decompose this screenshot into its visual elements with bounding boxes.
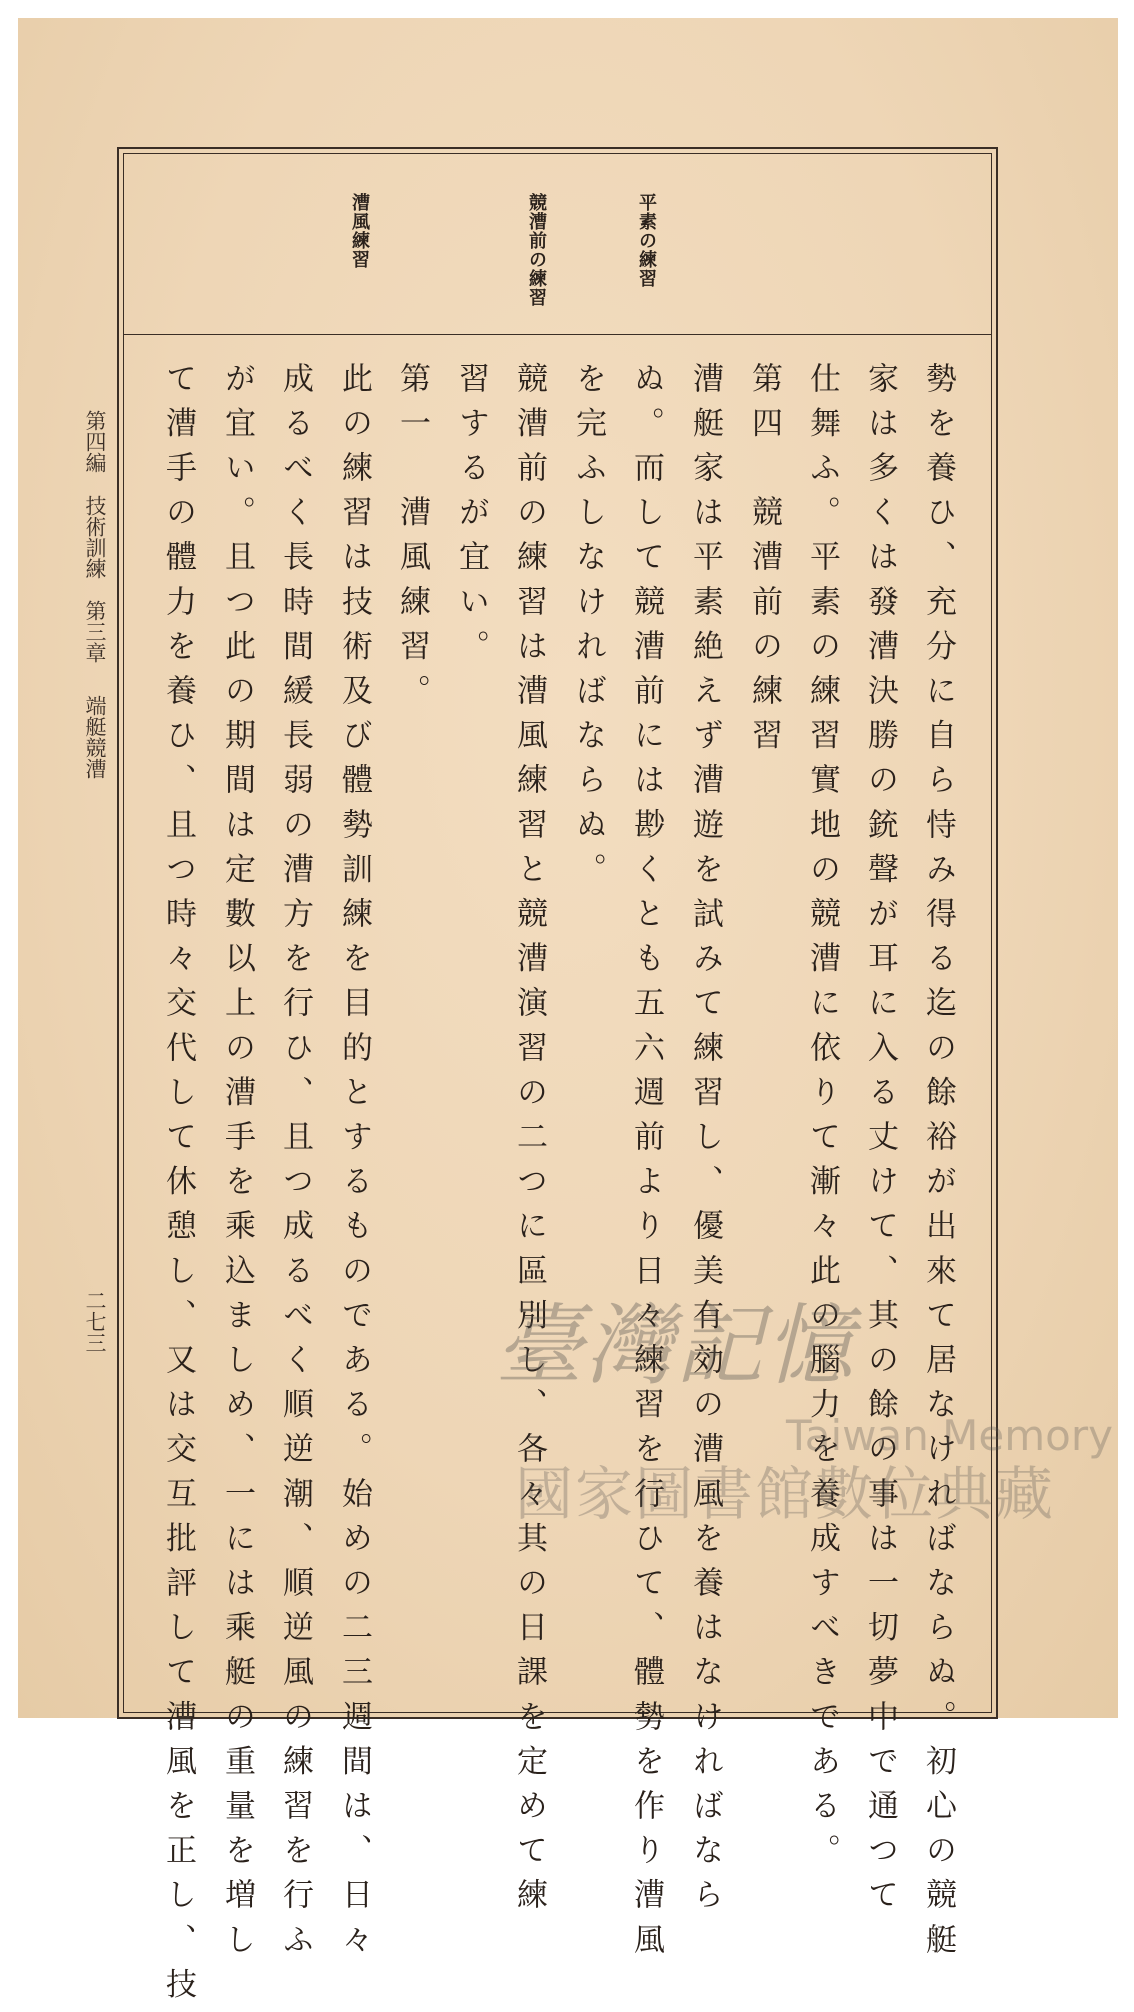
margin-heading: 漕風練習 [349,193,370,269]
watermark-english: Taiwan Memory [786,1411,1113,1460]
running-head-chapter-title: 端艇競漕 [83,695,107,779]
body-column: ぬ。而して競漕前には尠くとも五六週前より日々練習を行ひて、體勢を作り漕風 [628,362,664,1968]
margin-heading: 競漕前の練習 [526,193,547,307]
body-column: 仕舞ふ。平素の練習實地の競漕に依りて漸々此の腦力を養成すべきである。 [804,362,840,1879]
body-column: 成るべく長時間緩長弱の漕方を行ひ、且つ成るべく順逆潮、順逆風の練習を行ふ [277,362,313,1968]
body-column: 習するが宜い。 [453,362,489,675]
page-number: 二七三 [83,1290,107,1353]
running-head-part-title: 技術訓練 [83,495,107,579]
body-column: 此の練習は技術及び體勢訓練を目的とするものである。始めの二三週間は、日々 [336,362,372,1968]
body-column: が宜い。且つ此の期間は定數以上の漕手を乘込ましめ、一には乘艇の重量を増し [219,362,255,1968]
body-column: 家は多くは發漕決勝の銃聲が耳に入る丈けて、其の餘の事は一切夢中で通つて [862,362,898,1923]
body-column: 競漕前の練習は漕風練習と競漕演習の二つに區別し、各々其の日課を定めて練 [511,362,547,1923]
body-column: 勢を養ひ、充分に自ら恃み得る迄の餘裕が出來て居なければならぬ。初心の競艇 [920,362,956,1968]
body-column: 第一 漕風練習。 [394,362,430,719]
heading-divider [124,334,991,335]
watermark-script: 臺灣記憶 [495,1294,856,1397]
body-column: を完ふしなければならぬ。 [570,362,606,898]
margin-heading: 平素の練習 [636,193,657,288]
watermark-chinese: 國家圖書館數位典藏 [515,1460,1056,1528]
body-column: 第四 競漕前の練習 [746,362,782,764]
body-column: て漕手の體力を養ひ、且つ時々交代して休憩し、又は交互批評して漕風を正し、技 [160,362,196,2012]
body-column: 漕艇家は平素絶えず漕遊を試みて練習し、優美有効の漕風を養はなければなら [687,362,723,1923]
running-head-chapter: 第三章 [83,600,107,663]
running-head-part: 第四編 [83,410,107,473]
